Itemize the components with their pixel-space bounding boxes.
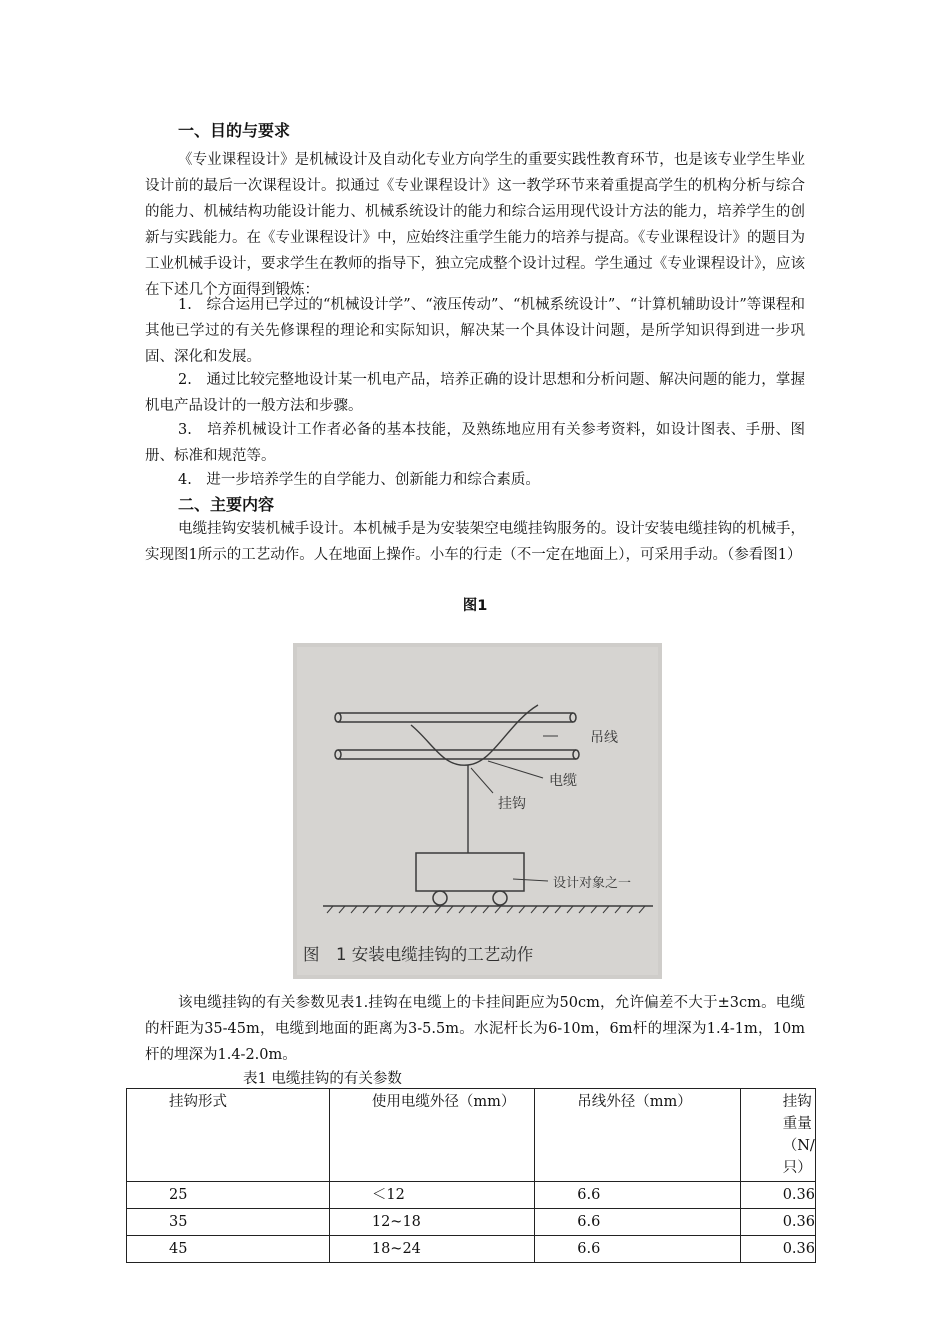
figure-title: 图1 — [462, 598, 488, 614]
requirement-item-3: 3. 培养机械设计工作者必备的基本技能，及熟练地应用有关参考资料，如设计图表、手册、图册、标准和规范等。 — [145, 422, 805, 464]
table-header-row — [127, 1089, 816, 1182]
section-heading-content: 二、主要内容 — [178, 495, 275, 514]
header-hook-type: 挂钩形式 — [127, 1089, 330, 1182]
photo-inner — [297, 647, 658, 975]
requirement-item-4: 4. 进一步培养学生的自学能力、创新能力和综合素质。 — [178, 472, 540, 488]
table-row — [127, 1182, 816, 1209]
header-cable-diameter: 使用电缆外径（mm） — [329, 1089, 534, 1182]
cell-wire-diameter: 6.6 — [535, 1209, 740, 1236]
label-design-object: 设计对象之一 — [553, 876, 632, 891]
section-heading-purpose: 一、目的与要求 — [178, 121, 291, 140]
table-row — [127, 1236, 816, 1263]
cell-hook-type: 25 — [127, 1182, 330, 1209]
table-row — [127, 1209, 816, 1236]
cell-hook-weight: 0.36 — [740, 1236, 815, 1263]
label-hook: 挂钩 — [498, 796, 526, 812]
cell-cable-diameter: 18~24 — [329, 1236, 534, 1263]
parameters-paragraph: 该电缆挂钩的有关参数见表1.挂钩在电缆上的卡挂间距应为50cm，允许偏差不大于±3cm。电缆的杆距为35-45m，电缆到地面的距离为3-5.5m。水泥杆长为6-10m，6m杆的埋深为1.4-1m，10m杆的埋深为1.4-2.0m。 — [145, 995, 805, 1063]
purpose-paragraph: 《专业课程设计》是机械设计及自动化专业方向学生的重要实践性教育环节，也是该专业学生毕业设计前的最后一次课程设计。拟通过《专业课程设计》这一教学环节来着重提高学生的机构分析与综合的能力、机械结构功能设计能力、机械系统设计的能力和综合运用现代设计方法的能力，培养学生的创新与实践能力。在《专业课程设计》中，应始终注重学生能力的培养与提高。《专业课程设计》的题目为工业机械手设计，要求学生在教师的指导下，独立完成整个设计过程。学生通过《专业课程设计》，应该在下述几个方面得到锻炼： — [145, 152, 805, 298]
hook-parameters-table — [126, 1088, 816, 1263]
header-hook-weight: 挂钩重量（N/只） — [740, 1089, 815, 1182]
cell-hook-type: 45 — [127, 1236, 330, 1263]
process-figure-photo — [293, 643, 662, 979]
label-cable: 电缆 — [549, 773, 577, 789]
content-paragraph: 电缆挂钩安装机械手设计。本机械手是为安装架空电缆挂钩服务的。设计安装电缆挂钩的机械手，实现图1所示的工艺动作。人在地面上操作。小车的行走（不一定在地面上），可采用手动。（参看图1） — [145, 521, 805, 563]
cell-cable-diameter: 12~18 — [329, 1209, 534, 1236]
header-wire-diameter: 吊线外径（mm） — [535, 1089, 740, 1182]
figure-caption: 图 1 安装电缆挂钩的工艺动作 — [303, 945, 534, 964]
requirement-item-1: 1. 综合运用已学过的“机械设计学”、“液压传动”、“机械系统设计”、“计算机辅助设计”等课程和其他已学过的有关先修课程的理论和实际知识，解决某一个具体设计问题，是所学知识得到进一步巩固、深化和发展。 — [145, 297, 805, 365]
cell-hook-type: 35 — [127, 1209, 330, 1236]
cell-cable-diameter: ＜12 — [329, 1182, 534, 1209]
label-wire: 吊线 — [590, 730, 618, 746]
cell-hook-weight: 0.36 — [740, 1182, 815, 1209]
cell-wire-diameter: 6.6 — [535, 1236, 740, 1263]
table-caption: 表1 电缆挂钩的有关参数 — [243, 1071, 402, 1087]
cell-hook-weight: 0.36 — [740, 1209, 815, 1236]
requirement-item-2: 2. 通过比较完整地设计某一机电产品，培养正确的设计思想和分析问题、解决问题的能力，掌握机电产品设计的一般方法和步骤。 — [145, 372, 805, 414]
cell-wire-diameter: 6.6 — [535, 1182, 740, 1209]
